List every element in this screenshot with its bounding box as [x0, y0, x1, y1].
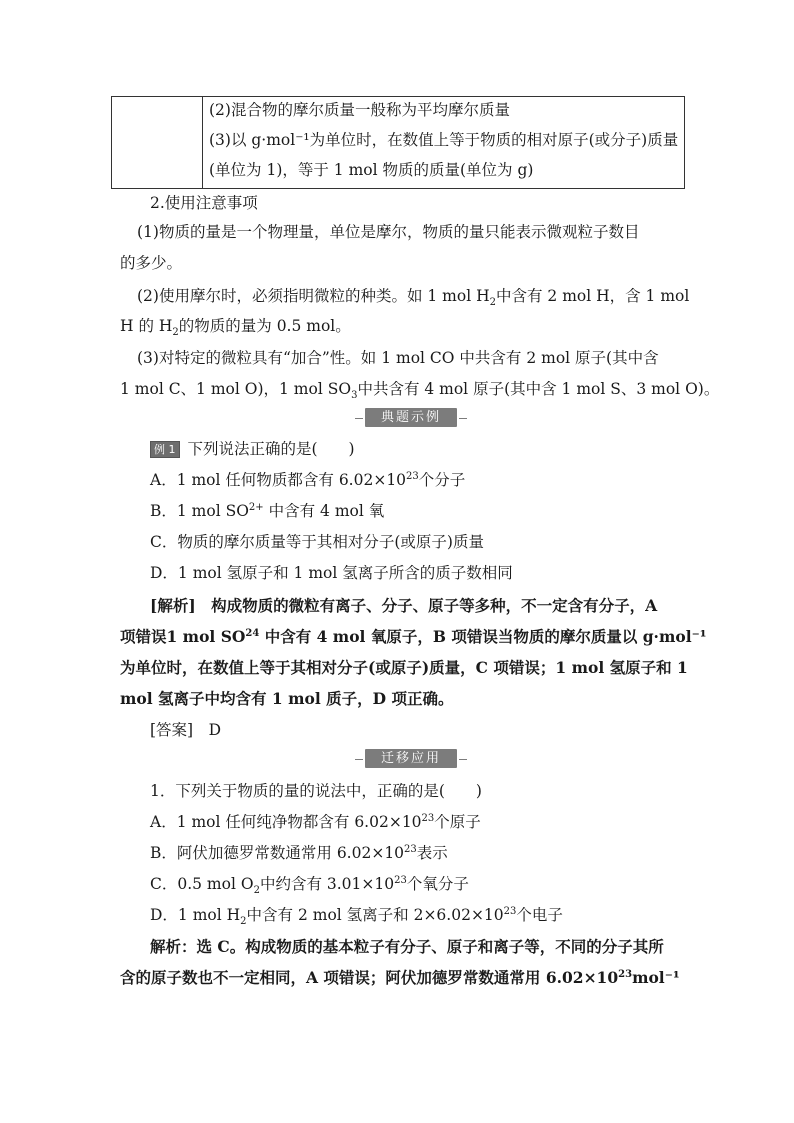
note-3-line-1: (3)对特定的微粒具有“加合”性。如 1 mol CO 中共含有 2 mol 原子(其中含	[137, 349, 659, 367]
practice-option-c: C．0.5 mol $O_2$中约含有 $3.01\times 10^{23}$个氧分子	[150, 874, 469, 897]
banner-typical-examples: 典题示例	[365, 408, 457, 427]
table-row-unit: (3)以 g·mol⁻¹为单位时，在数值上等于物质的相对原子(或分子)质量	[209, 131, 679, 149]
note-2-line-2: H 的 $H_2$的物质的量为 0.5 mol。	[120, 317, 351, 339]
example-badge: 例 1	[150, 441, 180, 458]
example-option-d: D．1 mol 氢原子和 1 mol 氢离子所含的质子数相同	[150, 564, 513, 582]
practice-analysis-line-2: 含的原子数也不一定相同，A 项错误；阿伏加德罗常数通常用 $6.02\times 10^{23}mol^{-1}$	[120, 968, 680, 987]
example-question: 例 1 下列说法正确的是( )	[150, 438, 355, 460]
example-analysis-line-1: [解析] 构成物质的微粒有离子、分子、原子等多种，不一定含有分子，A	[150, 596, 658, 615]
note-2-line-1: (2)使用摩尔时，必须指明微粒的种类。如 1 mol $H_2$中含有 2 mol H，含 1 mol	[137, 287, 690, 309]
example-answer: [答案] D	[150, 721, 222, 739]
example-analysis-line-2: 项错误1 mol SO$^{24}$ 中含有 4 mol 氧原子，B 项错误当物质的摩尔质量以 g·mol⁻¹	[120, 627, 707, 646]
note-1-line-2: 的多少。	[120, 254, 183, 272]
practice-option-d: D．1 mol $H_2$中含有 2 mol 氢离子和 $2\times 6.02\times 10^{23}$个电子	[150, 905, 563, 928]
practice-question: 1．下列关于物质的量的说法中，正确的是( )	[150, 782, 482, 800]
example-analysis-line-4: mol 氢离子中均含有 1 mol 质子，D 项正确。	[120, 689, 454, 708]
table-row-unit-cont: (单位为 1)，等于 1 mol 物质的质量(单位为 g)	[209, 161, 534, 179]
example-option-b: B．1 mol $SO^{2+}$ 中含有 4 mol 氧	[150, 501, 385, 520]
practice-option-a: A．1 mol 任何纯净物都含有 $6.02\times 10^{23}$个原子	[150, 812, 481, 831]
banner-transfer-application: 迁移应用	[365, 749, 457, 768]
example-option-c: C．物质的摩尔质量等于其相对分子(或原子)质量	[150, 533, 484, 551]
note-1-line-1: (1)物质的量是一个物理量，单位是摩尔，物质的量只能表示微观粒子数目	[137, 223, 640, 241]
note-3-line-2: 1 mol C、1 mol O)，1 mol $SO_3$中共含有 4 mol 原子(其中含 1 mol S、3 mol O)。	[120, 380, 720, 402]
example-analysis-line-3: 为单位时，在数值上等于其相对分子(或原子)质量，C 项错误；1 mol 氢原子和 1	[120, 658, 688, 677]
definition-table	[111, 96, 685, 189]
example-option-a: A．1 mol 任何物质都含有 $6.02\times 10^{23}$个分子	[150, 470, 466, 489]
practice-option-b: B．阿伏加德罗常数通常用 $6.02\times 10^{23}$表示	[150, 843, 448, 862]
table-row-mixture: (2)混合物的摩尔质量一般称为平均摩尔质量	[209, 101, 510, 119]
table-divider	[202, 97, 203, 188]
practice-analysis-line-1: 解析：选 C。构成物质的基本粒子有分子、原子和离子等，不同的分子其所	[150, 937, 664, 956]
section-heading: 2.使用注意事项	[150, 194, 258, 212]
